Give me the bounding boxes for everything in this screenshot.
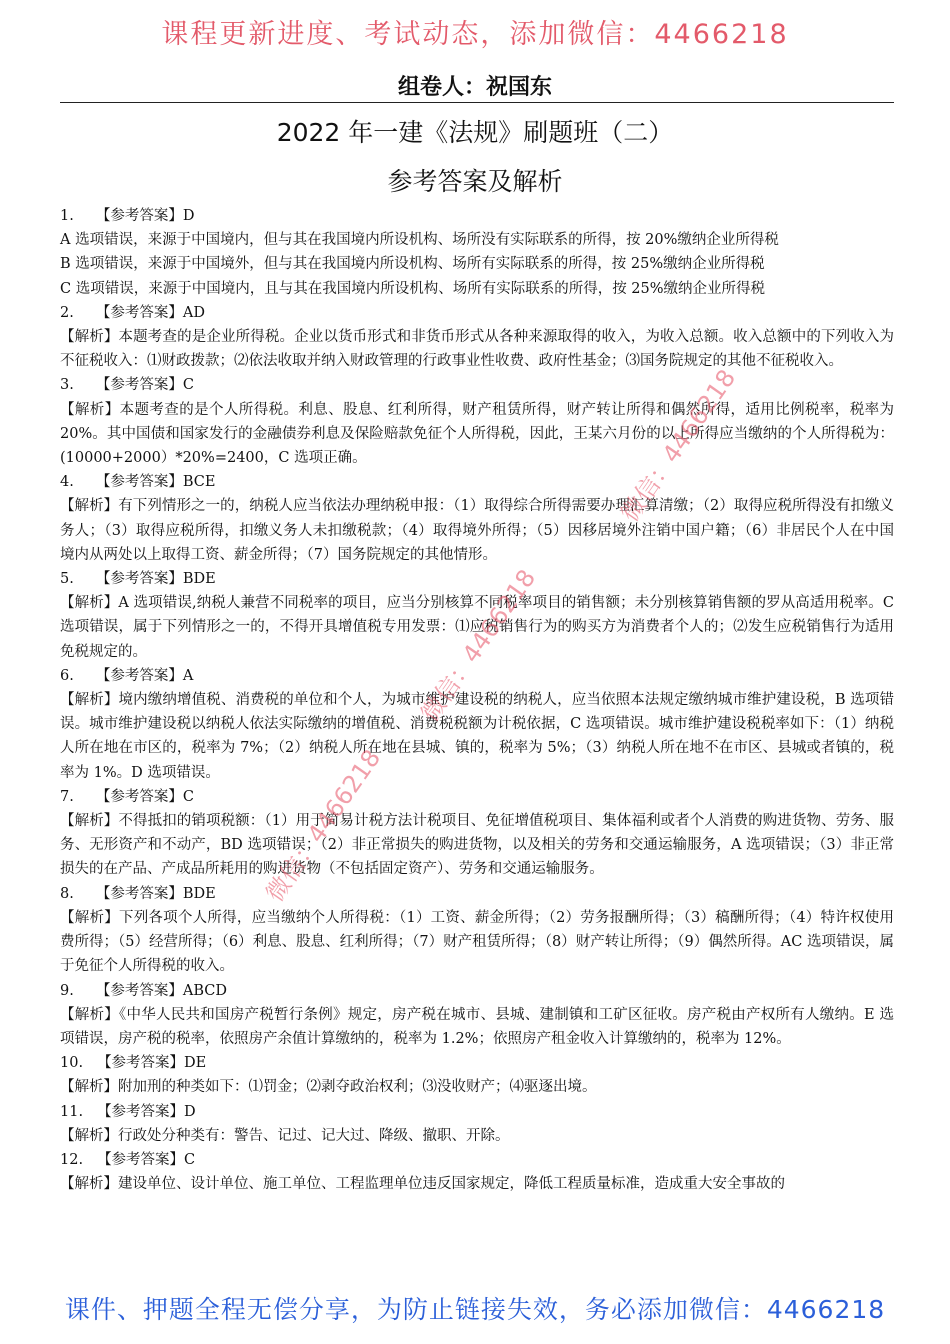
explanation-text: 【解析】境内缴纳增值税、消费税的单位和个人，为城市维护建设税的纳税人，应当依照本法规定缴纳城市维护建设税，B 选项错误。城市维护建设税以纳税人依法实际缴纳的增值税、消费税税额为计税依据，C 选项错误。城市维护建设税税率如下：（1）纳税人所在地在市区的，税率为 7%；（2）纳税人所在地在县城、镇的，税率为 5%；（3）纳税人所在地不在市区、县城或者镇的，税率为 1%。D 选项错误。 xyxy=(60,692,894,781)
explanation-text: 【解析】本题考查的是企业所得税。企业以货币形式和非货币形式从各种来源取得的收入，为收入总额。收入总额中的下列收入为不征税收入：⑴财政拨款；⑵依法收取并纳入财政管理的行政事业性收费、政府性基金；⑶国务院规定的其他不征税收入。 xyxy=(60,329,894,370)
reference-answer: 【参考答案】D xyxy=(95,208,195,224)
question-answer-row xyxy=(60,1051,894,1075)
watermark: 微信：4466218 xyxy=(260,744,387,907)
question-answer-row xyxy=(60,979,894,1003)
explanation-text: 【解析】不得抵扣的销项税额：（1）用于简易计税方法计税项目、免征增值税项目、集体福利或者个人消费的购进货物、劳务、服务、无形资产和不动产，BD 选项错误；（2）非正常损失的购进货物，以及相关的劳务和交通运输服务，A 选项错误；（3）非正常损失的在产品、产成品所耗用的购进货物（不包括固定资产）、劳务和交通运输服务。 xyxy=(60,813,894,878)
question-number: 9. xyxy=(60,982,74,999)
watermark: 微信：4466218 xyxy=(615,364,742,527)
compiler-line: 组卷人：祝国东 xyxy=(397,75,552,100)
question-number: 3. xyxy=(60,377,74,394)
question-answer-row xyxy=(60,204,894,228)
question-answer-row xyxy=(60,882,894,906)
explanation-text: 【解析】A 选项错误,纳税人兼营不同税率的项目，应当分别核算不同税率项目的销售额；未分别核算销售额的罗从高适用税率。C 选项错误，属于下列情形之一的，不得开具增值税专用发票：⑴应税销售行为的购买方为消费者个人的；⑵发生应税销售行为适用免税规定的。 xyxy=(60,595,894,660)
explanation-text: C 选项错误，来源于中国境内，且与其在我国境内所设机构、场所有实际联系的所得，按 25%缴纳企业所得税 xyxy=(60,280,766,297)
answer-list xyxy=(60,204,894,1196)
reference-answer: 【参考答案】ABCD xyxy=(95,982,227,999)
question-answer-row xyxy=(60,664,894,688)
page-title: 2022 年一建《法规》刷题班（二） xyxy=(276,118,674,147)
question-number: 4. xyxy=(60,474,74,491)
watermark: 微信：4466218 xyxy=(415,564,542,727)
question-number: 2. xyxy=(60,304,74,321)
reference-answer: 【参考答案】D xyxy=(97,1103,196,1120)
reference-answer: 【参考答案】AD xyxy=(95,304,205,321)
explanation-text: 【解析】《中华人民共和国房产税暂行条例》规定，房产税在城市、县城、建制镇和工矿区征收。房产税由产权所有人缴纳。E 选项错误，房产税的税率，依照房产余值计算缴纳的，税率为 1.2%；依照房产租金收入计算缴纳的，税率为 12%。 xyxy=(60,1006,894,1047)
question-number: 7. xyxy=(60,788,74,805)
question-number: 11. xyxy=(60,1103,84,1120)
reference-answer: 【参考答案】BDE xyxy=(95,571,216,588)
explanation-text: 【解析】建设单位、设计单位、施工单位、工程监理单位违反国家规定，降低工程质量标准，造成重大安全事故的 xyxy=(60,1176,785,1193)
header-divider xyxy=(60,102,894,103)
reference-answer: 【参考答案】C xyxy=(95,377,194,394)
reference-answer: 【参考答案】DE xyxy=(97,1055,207,1072)
explanation-text: 【解析】本题考查的是个人所得税。利息、股息、红利所得，财产租赁所得，财产转让所得和偶然所得，适用比例税率，税率为 20%。其中国债和国家发行的金融债券利息及保险赔款免征个人所得税，因此，王某六月份的以上所得应当缴纳的个人所得税为：(10000+2000）*20%=2400，C 选项正确。 xyxy=(60,401,894,467)
question-answer-row xyxy=(60,470,894,494)
reference-answer: 【参考答案】A xyxy=(95,667,194,684)
reference-answer: 【参考答案】C xyxy=(95,788,194,805)
explanation-text: 【解析】下列各项个人所得，应当缴纳个人所得税：（1）工资、薪金所得；（2）劳务报酬所得；（3）稿酬所得；（4）特许权使用费所得；（5）经营所得；（6）利息、股息、红利所得；（7）财产租赁所得；（8）财产转让所得；（9）偶然所得。AC 选项错误，属于免征个人所得税的收入。 xyxy=(60,909,894,975)
question-answer-row xyxy=(60,301,894,325)
question-number: 8. xyxy=(60,885,74,902)
question-number: 10. xyxy=(60,1055,84,1072)
question-number: 1. xyxy=(60,208,74,224)
page-subtitle: 参考答案及解析 xyxy=(387,167,563,196)
reference-answer: 【参考答案】BCE xyxy=(95,474,216,491)
reference-answer: 【参考答案】BDE xyxy=(95,885,216,902)
explanation-text: A 选项错误，来源于中国境内，但与其在我国境内所设机构、场所没有实际联系的所得，按 20%缴纳企业所得税 xyxy=(60,232,779,249)
explanation-text: 【解析】附加刑的种类如下：⑴罚金；⑵剥夺政治权利；⑶没收财产；⑷驱逐出境。 xyxy=(60,1079,597,1096)
top-banner: 课程更新进度、考试动态，添加微信：4466218 xyxy=(161,19,789,50)
explanation-text: 【解析】行政处分种类有：警告、记过、记大过、降级、撤职、开除。 xyxy=(60,1127,510,1144)
question-answer-row xyxy=(60,373,894,397)
bottom-banner: 课件、押题全程无偿分享，为防止链接失效，务必添加微信：4466218 xyxy=(64,1295,886,1324)
question-number: 5. xyxy=(60,571,74,588)
question-answer-row xyxy=(60,1100,894,1124)
question-number: 12. xyxy=(60,1151,84,1168)
question-number: 6. xyxy=(60,667,74,684)
question-answer-row xyxy=(60,567,894,591)
question-answer-row xyxy=(60,1148,894,1172)
reference-answer: 【参考答案】C xyxy=(97,1151,196,1168)
explanation-text: 【解析】有下列情形之一的，纳税人应当依法办理纳税申报：（1）取得综合所得需要办理汇算清缴；（2）取得应税所得没有扣缴义务人；（3）取得应税所得，扣缴义务人未扣缴税款；（4）取得境外所得；（5）因移居境外注销中国户籍；（6）非居民个人在中国境内从两处以上取得工资、薪金所得；（7）国务院规定的其他情形。 xyxy=(60,498,894,563)
explanation-text: B 选项错误，来源于中国境外，但与其在我国境内所设机构、场所有实际联系的所得，按 25%缴纳企业所得税 xyxy=(60,256,765,273)
question-answer-row xyxy=(60,785,894,809)
